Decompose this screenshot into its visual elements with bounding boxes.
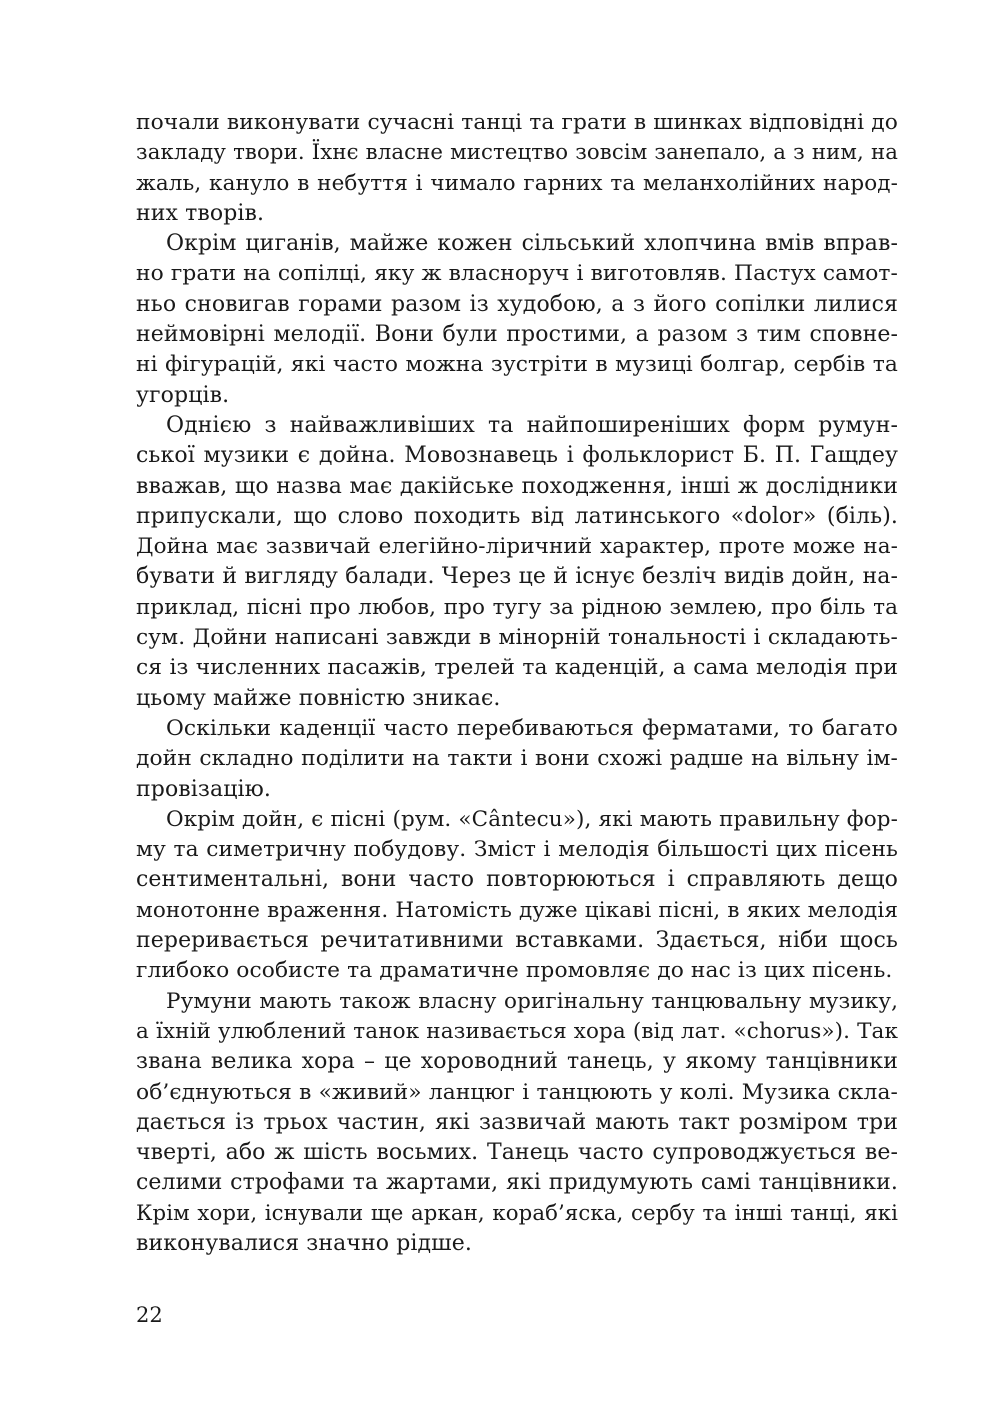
text-line: Крім хори, існували ще аркан, кораб’яска, сербу та інші танці, які	[136, 1200, 898, 1226]
text-line: закладу твори. Їхнє власне мистецтво зовсім занепало, а з ним, на	[136, 140, 898, 166]
text-line: дойн складно поділити на такти і вони схожі радше на вільну ім-	[136, 746, 898, 772]
text-line: жаль, кануло в небуття і чимало гарних та меланхолійних народ-	[136, 170, 898, 196]
text-line: переривається речитативними вставками. Здається, ніби щось	[136, 928, 898, 954]
text-line: селими строфами та жартами, які придумують самі танцівники.	[136, 1170, 898, 1196]
text-line: а їхній улюблений танок називається хора (від лат. «chorus»). Так	[136, 1018, 898, 1044]
text-line: ньо сновигав горами разом із худобою, а з його сопілки лилися	[136, 291, 898, 317]
text-line: припускали, що слово походить від латинського «dolor» (біль).	[136, 503, 898, 529]
text-line: виконувалися значно рідше.	[136, 1230, 472, 1256]
body-text	[136, 108, 898, 1259]
text-line: чверті, або ж шість восьмих. Танець часто супроводжується ве-	[136, 1140, 898, 1166]
text-line: ської музики є дойна. Мовознавець і фольклорист Б. П. Гащдеу	[136, 443, 898, 469]
text-line: глибоко особисте та драматичне промовляє до нас із цих пісень.	[136, 958, 893, 984]
text-line: угорців.	[136, 382, 230, 408]
text-line: дається із трьох частин, які зазвичай мають такт розміром три	[136, 1109, 898, 1135]
text-line: вважав, що назва має дакійське походження, інші ж дослідники	[136, 473, 898, 499]
text-line: них творів.	[136, 200, 265, 226]
text-line: Дойна має зазвичай елегійно-ліричний характер, проте може на-	[136, 534, 898, 560]
text-line: бувати й вигляду балади. Через це й існує безліч видів дойн, на-	[136, 564, 898, 590]
text-line: приклад, пісні про любов, про тугу за рідною землею, про біль та	[136, 594, 898, 620]
text-line: Румуни мають також власну оригінальну танцювальну музику,	[166, 988, 898, 1014]
text-line: неймовірні мелодії. Вони були простими, а разом з тим сповне-	[136, 322, 898, 348]
page-number: 22	[136, 1303, 163, 1327]
text-line: Оскільки каденції часто перебиваються ферматами, то багато	[166, 715, 898, 741]
text-line: цьому майже повністю зникає.	[136, 685, 501, 711]
text-line: но грати на сопілці, яку ж власноруч і виготовляв. Пастух самот-	[136, 261, 898, 287]
text-line: монотонне враження. Натомість дуже цікаві пісні, в яких мелодія	[136, 897, 898, 923]
text-line: сум. Дойни написані завжди в мінорній тональності і складають-	[136, 625, 898, 651]
text-line: ся із численних пасажів, трелей та каденцій, а сама мелодія при	[136, 655, 898, 681]
text-line: провізацію.	[136, 776, 271, 802]
text-line: ні фігурацій, які часто можна зустріти в музиці болгар, сербів та	[136, 352, 898, 378]
text-line: му та симетричну побудову. Зміст і мелодія більшості цих пісень	[136, 837, 898, 863]
text-line: сентиментальні, вони часто повторюються і справляють дещо	[136, 867, 898, 893]
text-line: почали виконувати сучасні танці та грати в шинках відповідні до	[136, 110, 898, 135]
text-line: Однією з найважливіших та найпоширеніших форм румун-	[166, 412, 898, 438]
text-line: Окрім циганів, майже кожен сільський хлопчина вмів вправ-	[166, 231, 898, 257]
text-line: об’єднуються в «живий» ланцюг і танцюють у колі. Музика скла-	[136, 1079, 898, 1105]
text-line: Окрім дойн, є пісні (рум. «Cântecu»), які мають правильну фор-	[166, 806, 898, 832]
text-line: звана велика хора – це хороводний танець, у якому танцівники	[136, 1049, 898, 1075]
